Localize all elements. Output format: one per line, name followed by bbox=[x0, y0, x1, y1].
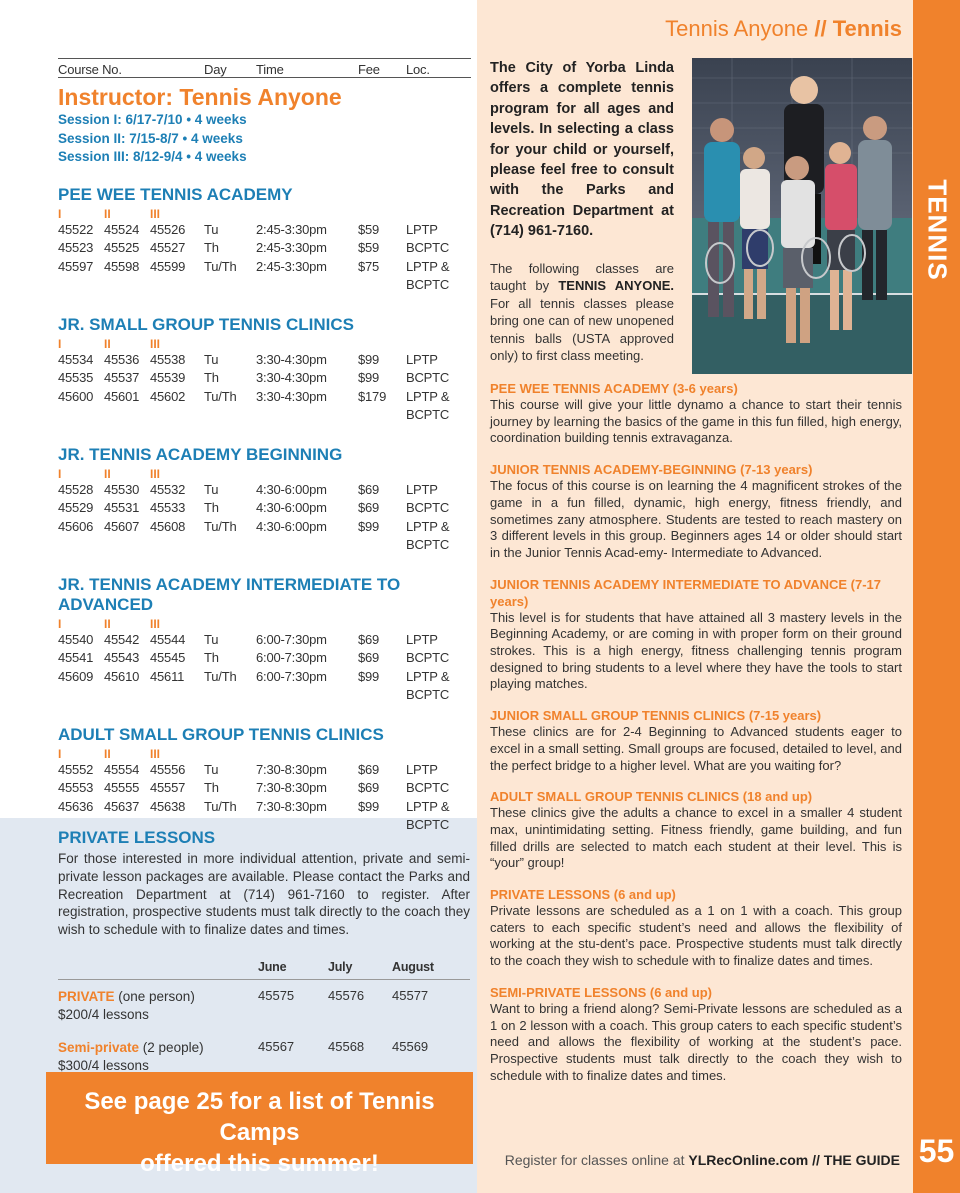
level-1: I bbox=[58, 466, 62, 481]
footer-separator: // bbox=[808, 1152, 824, 1168]
course-descriptions bbox=[490, 380, 902, 1098]
schedule-column-headers bbox=[58, 58, 471, 78]
description-title: JUNIOR TENNIS ACADEMY-BEGINNING (7-13 years) bbox=[490, 462, 813, 478]
level-2: II bbox=[104, 746, 111, 761]
location: LPTP & BCPTC bbox=[406, 388, 450, 422]
table-row bbox=[58, 649, 471, 668]
session-3: Session III: 8/12-9/4 • 4 weeks bbox=[58, 149, 247, 164]
time: 2:45-3:30pm bbox=[256, 221, 327, 237]
course-no-2: 45537 bbox=[104, 370, 140, 385]
level-3: III bbox=[150, 746, 161, 761]
course-description bbox=[490, 380, 902, 447]
fee: $59 bbox=[358, 240, 380, 255]
course-no-1: 45636 bbox=[58, 798, 94, 814]
col-course-no: Course No. bbox=[58, 62, 122, 77]
location: LPTP & BCPTC bbox=[406, 518, 450, 552]
course-no-3: 45532 bbox=[150, 481, 186, 497]
description-title: PEE WEE TENNIS ACADEMY (3-6 years) bbox=[490, 381, 738, 396]
col-day: Day bbox=[204, 62, 227, 77]
location: BCPTC bbox=[406, 370, 450, 385]
time: 3:30-4:30pm bbox=[256, 388, 327, 404]
course-no-2: 45525 bbox=[104, 240, 140, 255]
table-row bbox=[58, 369, 471, 388]
col-loc: Loc. bbox=[406, 62, 430, 77]
level-labels bbox=[58, 745, 471, 761]
session-1: Session I: 6/17-7/10 • 4 weeks bbox=[58, 112, 247, 127]
level-labels bbox=[58, 335, 471, 351]
intro-sub-post: For all tennis classes please bring one can of new unopened tennis balls (USTA approved only) to first class meeting. bbox=[490, 295, 674, 364]
day: Tu/Th bbox=[204, 798, 237, 814]
table-row bbox=[58, 668, 471, 705]
instructor-heading: Instructor: Tennis Anyone bbox=[58, 84, 342, 110]
semi-private-row-label bbox=[58, 1039, 248, 1074]
private-price: $200/4 lessons bbox=[58, 1006, 149, 1022]
schedule-section bbox=[58, 315, 471, 425]
time: 4:30-6:00pm bbox=[256, 518, 327, 534]
time: 2:45-3:30pm bbox=[256, 258, 327, 274]
location: BCPTC bbox=[406, 650, 450, 665]
col-fee: Fee bbox=[358, 62, 380, 77]
course-no-2: 45524 bbox=[104, 221, 140, 237]
description-title: ADULT SMALL GROUP TENNIS CLINICS (18 and up) bbox=[490, 789, 813, 805]
private-table-header bbox=[58, 958, 470, 980]
course-no-1: 45609 bbox=[58, 668, 94, 684]
fee: $99 bbox=[358, 351, 380, 367]
time: 7:30-8:30pm bbox=[256, 761, 327, 777]
day: Th bbox=[204, 650, 219, 665]
location: LPTP bbox=[406, 761, 438, 777]
private-type: PRIVATE bbox=[58, 989, 115, 1004]
course-no-3: 45557 bbox=[150, 780, 186, 795]
fee: $69 bbox=[358, 650, 380, 665]
description-title: JUNIOR TENNIS ACADEMY INTERMEDIATE TO ADVANCE (7-17 years) bbox=[490, 576, 882, 609]
footer-text: Register for classes online at bbox=[504, 1152, 689, 1168]
table-row bbox=[58, 761, 471, 780]
day: Tu bbox=[204, 481, 219, 497]
description-text: These clinics give the adults a chance to excel in a smaller 4 student max, unintimidating setting. Fitness friendly, game building, and fun filled drills are selected to match each student at their level. This is “your” group! bbox=[490, 805, 902, 871]
private-code-june: 45575 bbox=[258, 988, 295, 1003]
month-july: July bbox=[328, 960, 353, 974]
table-row bbox=[58, 388, 471, 425]
level-3: III bbox=[150, 206, 161, 221]
table-row bbox=[58, 481, 471, 500]
banner-line-2: offered this summer! bbox=[140, 1150, 379, 1177]
location: LPTP & BCPTC bbox=[406, 798, 450, 832]
time: 3:30-4:30pm bbox=[256, 351, 327, 367]
course-no-1: 45529 bbox=[58, 500, 94, 515]
course-description bbox=[490, 461, 902, 562]
fee: $99 bbox=[358, 370, 380, 385]
private-lessons bbox=[58, 828, 470, 939]
table-row bbox=[58, 351, 471, 370]
table-row bbox=[58, 499, 471, 518]
col-time: Time bbox=[256, 62, 284, 77]
day: Th bbox=[204, 500, 219, 515]
course-no-3: 45538 bbox=[150, 351, 186, 367]
level-3: III bbox=[150, 336, 161, 351]
month-june: June bbox=[258, 960, 287, 974]
course-no-2: 45530 bbox=[104, 481, 140, 497]
intro-sub bbox=[490, 260, 674, 365]
private-lessons-title: PRIVATE LESSONS bbox=[58, 828, 216, 847]
level-1: I bbox=[58, 336, 62, 351]
footer-guide: THE GUIDE bbox=[823, 1152, 900, 1168]
table-row bbox=[58, 239, 471, 258]
course-no-3: 45611 bbox=[150, 668, 185, 684]
location: LPTP bbox=[406, 631, 438, 647]
course-no-2: 45607 bbox=[104, 518, 140, 534]
fee: $99 bbox=[358, 518, 380, 534]
fee: $69 bbox=[358, 481, 380, 497]
course-no-2: 45543 bbox=[104, 650, 140, 665]
section-title: JR. TENNIS ACADEMY INTERMEDIATE TO ADVANCED bbox=[58, 574, 401, 614]
month-august: August bbox=[392, 960, 434, 974]
level-labels bbox=[58, 205, 471, 221]
schedule-table bbox=[58, 58, 471, 835]
schedule-section bbox=[58, 185, 471, 295]
page-footer bbox=[505, 1152, 900, 1168]
level-3: III bbox=[150, 466, 161, 481]
section-title: JR. SMALL GROUP TENNIS CLINICS bbox=[58, 314, 354, 334]
location: LPTP bbox=[406, 351, 438, 367]
semi-private-detail: (2 people) bbox=[139, 1040, 204, 1055]
time: 4:30-6:00pm bbox=[256, 500, 327, 515]
tennis-camps-banner bbox=[46, 1072, 473, 1177]
intro-sub-bold: TENNIS ANYONE. bbox=[558, 278, 674, 294]
description-text: This level is for students that have attained all 3 mastery levels in the Beginning Academy, or are coming in with proper form on their ground strokes. This is a high energy, fitness challenging tennis program designed to bring students to a level where they have the tools to start playing matches. bbox=[490, 609, 902, 692]
level-2: II bbox=[104, 616, 111, 631]
course-description bbox=[490, 886, 902, 970]
course-no-1: 45522 bbox=[58, 221, 94, 237]
description-text: These clinics are for 2-4 Beginning to Advanced students eager to excel in a small setting. Small groups are focused, detailed to level, and the perfect bridge to a higher level. What are you waiting for? bbox=[490, 724, 902, 773]
course-no-3: 45638 bbox=[150, 798, 186, 814]
course-no-1: 45541 bbox=[58, 650, 94, 665]
course-description bbox=[490, 788, 902, 872]
tennis-group-photo bbox=[692, 58, 912, 374]
schedule-section bbox=[58, 725, 471, 835]
description-text: This course will give your little dynamo a chance to start their tennis journey by learning the basics of the game in this fun filled, high energy, coordination building tennis extravaganza. bbox=[490, 397, 902, 446]
fee: $59 bbox=[358, 221, 380, 237]
fee: $69 bbox=[358, 631, 380, 647]
course-no-2: 45598 bbox=[104, 258, 140, 274]
course-no-3: 45526 bbox=[150, 221, 186, 237]
private-code-august: 45577 bbox=[392, 988, 429, 1003]
course-no-2: 45555 bbox=[104, 780, 140, 795]
semi-private-code-july: 45568 bbox=[328, 1039, 365, 1054]
location: LPTP & BCPTC bbox=[406, 258, 450, 292]
private-row bbox=[58, 988, 470, 1031]
photo-illustration bbox=[692, 58, 912, 374]
day: Th bbox=[204, 780, 219, 795]
location: LPTP bbox=[406, 481, 438, 497]
course-no-1: 45606 bbox=[58, 518, 94, 534]
semi-private-code-august: 45569 bbox=[392, 1039, 429, 1054]
fee: $179 bbox=[358, 388, 387, 404]
side-tab bbox=[913, 170, 960, 290]
description-text: Private lessons are scheduled as a 1 on 1 with a coach. This group caters to each specific student’s need and allows the flexibility of working at the stu-dent’s pace. Prospective students must talk directly to the coach they wish to schedule with to finalize dates and times. bbox=[490, 903, 902, 969]
fee: $75 bbox=[358, 258, 380, 274]
course-no-3: 45602 bbox=[150, 388, 186, 404]
course-no-1: 45597 bbox=[58, 258, 94, 274]
banner-line-1: See page 25 for a list of Tennis Camps bbox=[84, 1088, 435, 1146]
day: Th bbox=[204, 370, 219, 385]
location: LPTP bbox=[406, 221, 438, 237]
time: 7:30-8:30pm bbox=[256, 780, 327, 795]
course-no-3: 45599 bbox=[150, 258, 186, 274]
private-lessons-table bbox=[58, 958, 470, 1082]
fee: $69 bbox=[358, 761, 380, 777]
side-tab-label: TENNIS bbox=[922, 179, 952, 281]
time: 7:30-8:30pm bbox=[256, 798, 327, 814]
day: Tu bbox=[204, 351, 219, 367]
section-title: PEE WEE TENNIS ACADEMY bbox=[58, 184, 293, 204]
semi-private-price: $300/4 lessons bbox=[58, 1057, 149, 1073]
course-no-2: 45637 bbox=[104, 798, 140, 814]
intro-sub-pre: The following classes are taught by bbox=[490, 260, 674, 294]
course-no-2: 45531 bbox=[104, 500, 140, 515]
level-1: I bbox=[58, 746, 62, 761]
schedule-sections bbox=[58, 185, 471, 835]
day: Tu/Th bbox=[204, 668, 237, 684]
time: 6:00-7:30pm bbox=[256, 631, 327, 647]
description-title: PRIVATE LESSONS (6 and up) bbox=[490, 887, 676, 903]
page-header bbox=[665, 16, 902, 42]
course-no-3: 45539 bbox=[150, 370, 186, 385]
level-labels bbox=[58, 615, 471, 631]
table-row bbox=[58, 518, 471, 555]
intro-lead: The City of Yorba Linda offers a complete tennis program for all ages and levels. In selecting a class for your child or yourself, please feel free to consult with the Parks and Recreation Department at (714) 961-7160. bbox=[490, 60, 674, 240]
course-description bbox=[490, 984, 902, 1085]
course-no-1: 45535 bbox=[58, 370, 94, 385]
schedule-section bbox=[58, 575, 471, 705]
semi-private-code-june: 45567 bbox=[258, 1039, 295, 1054]
level-2: II bbox=[104, 336, 111, 351]
course-description bbox=[490, 576, 902, 694]
course-no-1: 45523 bbox=[58, 240, 94, 255]
description-text: The focus of this course is on learning the 4 magnificent strokes of the game in a fun filled, dynamic, high energy, fitness friendly, and sometimes zany atmosphere. Students are tested to reach mastery on 3 different levels in this group. Beginners ages 14 or older should start in the Junior Tennis Acad-emy- Intermediate to Advanced. bbox=[490, 478, 902, 560]
fee: $69 bbox=[358, 500, 380, 515]
course-no-2: 45554 bbox=[104, 761, 140, 777]
session-2: Session II: 7/15-8/7 • 4 weeks bbox=[58, 130, 243, 146]
day: Th bbox=[204, 240, 219, 255]
table-row bbox=[58, 779, 471, 798]
level-3: III bbox=[150, 616, 161, 631]
time: 2:45-3:30pm bbox=[256, 240, 327, 255]
location: BCPTC bbox=[406, 240, 450, 255]
page-number: 55 bbox=[918, 1133, 955, 1169]
fee: $99 bbox=[358, 798, 380, 814]
level-2: II bbox=[104, 206, 111, 221]
course-no-3: 45544 bbox=[150, 631, 186, 647]
intro bbox=[490, 58, 674, 365]
footer-website: YLRecOnline.com bbox=[688, 1152, 809, 1168]
course-no-1: 45540 bbox=[58, 631, 94, 647]
course-no-1: 45600 bbox=[58, 388, 94, 404]
time: 6:00-7:30pm bbox=[256, 650, 327, 665]
private-detail: (one person) bbox=[114, 989, 195, 1004]
location: BCPTC bbox=[406, 780, 450, 795]
course-no-3: 45527 bbox=[150, 240, 186, 255]
course-no-1: 45534 bbox=[58, 351, 94, 367]
course-no-1: 45552 bbox=[58, 761, 94, 777]
section-title: ADULT SMALL GROUP TENNIS CLINICS bbox=[58, 724, 384, 744]
private-row-label bbox=[58, 988, 248, 1023]
course-no-3: 45608 bbox=[150, 518, 186, 534]
table-row bbox=[58, 258, 471, 295]
level-labels bbox=[58, 465, 471, 481]
day: Tu/Th bbox=[204, 388, 237, 404]
description-text: Want to bring a friend along? Semi-Private lessons are scheduled as a 1 on 2 lesson with a coach. This group caters to each specific student’s need and allows the flexibility of working at the student’s pace. Prospective students must talk directly to the coach they wish to schedule with to finalize dates and times. bbox=[490, 1000, 902, 1083]
time: 3:30-4:30pm bbox=[256, 370, 327, 385]
course-no-1: 45553 bbox=[58, 780, 94, 795]
course-no-2: 45601 bbox=[104, 388, 140, 404]
level-2: II bbox=[104, 466, 111, 481]
schedule-section bbox=[58, 445, 471, 555]
time: 6:00-7:30pm bbox=[256, 668, 327, 684]
course-no-3: 45556 bbox=[150, 761, 186, 777]
description-title: SEMI-PRIVATE LESSONS (6 and up) bbox=[490, 984, 712, 1000]
fee: $99 bbox=[358, 668, 380, 684]
location: LPTP & BCPTC bbox=[406, 668, 450, 702]
private-code-july: 45576 bbox=[328, 988, 365, 1003]
description-title: JUNIOR SMALL GROUP TENNIS CLINICS (7-15 years) bbox=[490, 708, 822, 724]
course-no-3: 45533 bbox=[150, 500, 186, 515]
day: Tu bbox=[204, 631, 219, 647]
day: Tu bbox=[204, 221, 219, 237]
level-1: I bbox=[58, 206, 62, 221]
course-no-2: 45610 bbox=[104, 668, 140, 684]
location: BCPTC bbox=[406, 500, 450, 515]
table-row bbox=[58, 221, 471, 240]
fee: $69 bbox=[358, 780, 380, 795]
private-lessons-text: For those interested in more individual attention, private and semi-private lesson packages are available. Please contact the Parks and Recreation Department at (714) 961-7160 to register. After registration, prospective students must talk directly to the coach they wish to schedule with to finalize dates and times. bbox=[58, 851, 470, 938]
course-no-1: 45528 bbox=[58, 481, 94, 497]
course-description bbox=[490, 707, 902, 774]
semi-private-type: Semi-private bbox=[58, 1040, 140, 1055]
course-no-3: 45545 bbox=[150, 650, 186, 665]
header-brand: Tennis Anyone bbox=[665, 16, 809, 41]
level-1: I bbox=[58, 616, 62, 631]
section-title: JR. TENNIS ACADEMY BEGINNING bbox=[58, 444, 343, 464]
day: Tu bbox=[204, 761, 219, 777]
course-no-2: 45542 bbox=[104, 631, 140, 647]
day: Tu/Th bbox=[204, 518, 237, 534]
time: 4:30-6:00pm bbox=[256, 481, 327, 497]
table-row bbox=[58, 631, 471, 650]
day: Tu/Th bbox=[204, 258, 237, 274]
course-no-2: 45536 bbox=[104, 351, 140, 367]
header-section: Tennis bbox=[832, 16, 902, 41]
header-separator: // bbox=[814, 16, 827, 41]
